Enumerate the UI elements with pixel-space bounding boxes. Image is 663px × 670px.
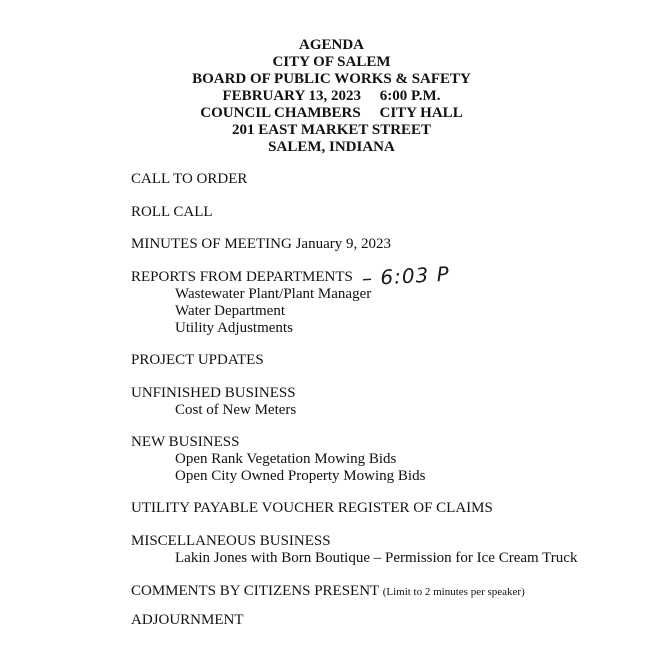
header-city-state: SALEM, INDIANA <box>268 139 395 155</box>
header-city: CITY OF SALEM <box>272 54 391 70</box>
unfinished-business-title: UNFINISHED BUSINESS <box>131 385 296 401</box>
reports-item: Water Department <box>175 303 285 319</box>
header-location: COUNCIL CHAMBERS CITY HALL <box>200 105 463 121</box>
call-to-order: CALL TO ORDER <box>131 171 248 187</box>
header-date-time: FEBRUARY 13, 2023 6:00 P.M. <box>222 88 441 104</box>
reports-item: Wastewater Plant/Plant Manager <box>175 286 372 302</box>
new-business-item: Open City Owned Property Mowing Bids <box>175 468 426 484</box>
header-title: AGENDA <box>298 37 364 53</box>
unfinished-business-section <box>131 385 296 419</box>
reports-item: Utility Adjustments <box>175 320 293 336</box>
roll-call: ROLL CALL <box>131 204 213 220</box>
reports-section <box>131 269 371 337</box>
miscellaneous-business-title: MISCELLANEOUS BUSINESS <box>131 533 331 549</box>
minutes-of-meeting: MINUTES OF MEETING January 9, 2023 <box>131 236 391 252</box>
project-updates: PROJECT UPDATES <box>131 352 264 368</box>
miscellaneous-business-section <box>131 533 577 567</box>
utility-payable-voucher: UTILITY PAYABLE VOUCHER REGISTER OF CLAIMS <box>131 500 493 516</box>
comments-title: COMMENTS BY CITIZENS PRESENT <box>131 583 379 599</box>
new-business-title: NEW BUSINESS <box>131 434 240 450</box>
miscellaneous-business-item: Lakin Jones with Born Boutique – Permission for Ice Cream Truck <box>175 550 578 566</box>
agenda-header <box>0 37 663 156</box>
adjournment: ADJOURNMENT <box>131 612 244 628</box>
comments-limit-note: (Limit to 2 minutes per speaker) <box>382 586 525 598</box>
header-board: BOARD OF PUBLIC WORKS & SAFETY <box>192 71 471 87</box>
header-address: 201 EAST MARKET STREET <box>231 122 432 138</box>
comments-section <box>131 583 525 601</box>
new-business-section <box>131 434 425 485</box>
new-business-item: Open Rank Vegetation Mowing Bids <box>175 451 397 467</box>
reports-title: REPORTS FROM DEPARTMENTS <box>131 269 353 285</box>
handwritten-time-note: – 6:03 P <box>361 261 451 291</box>
unfinished-business-item: Cost of New Meters <box>175 402 297 418</box>
